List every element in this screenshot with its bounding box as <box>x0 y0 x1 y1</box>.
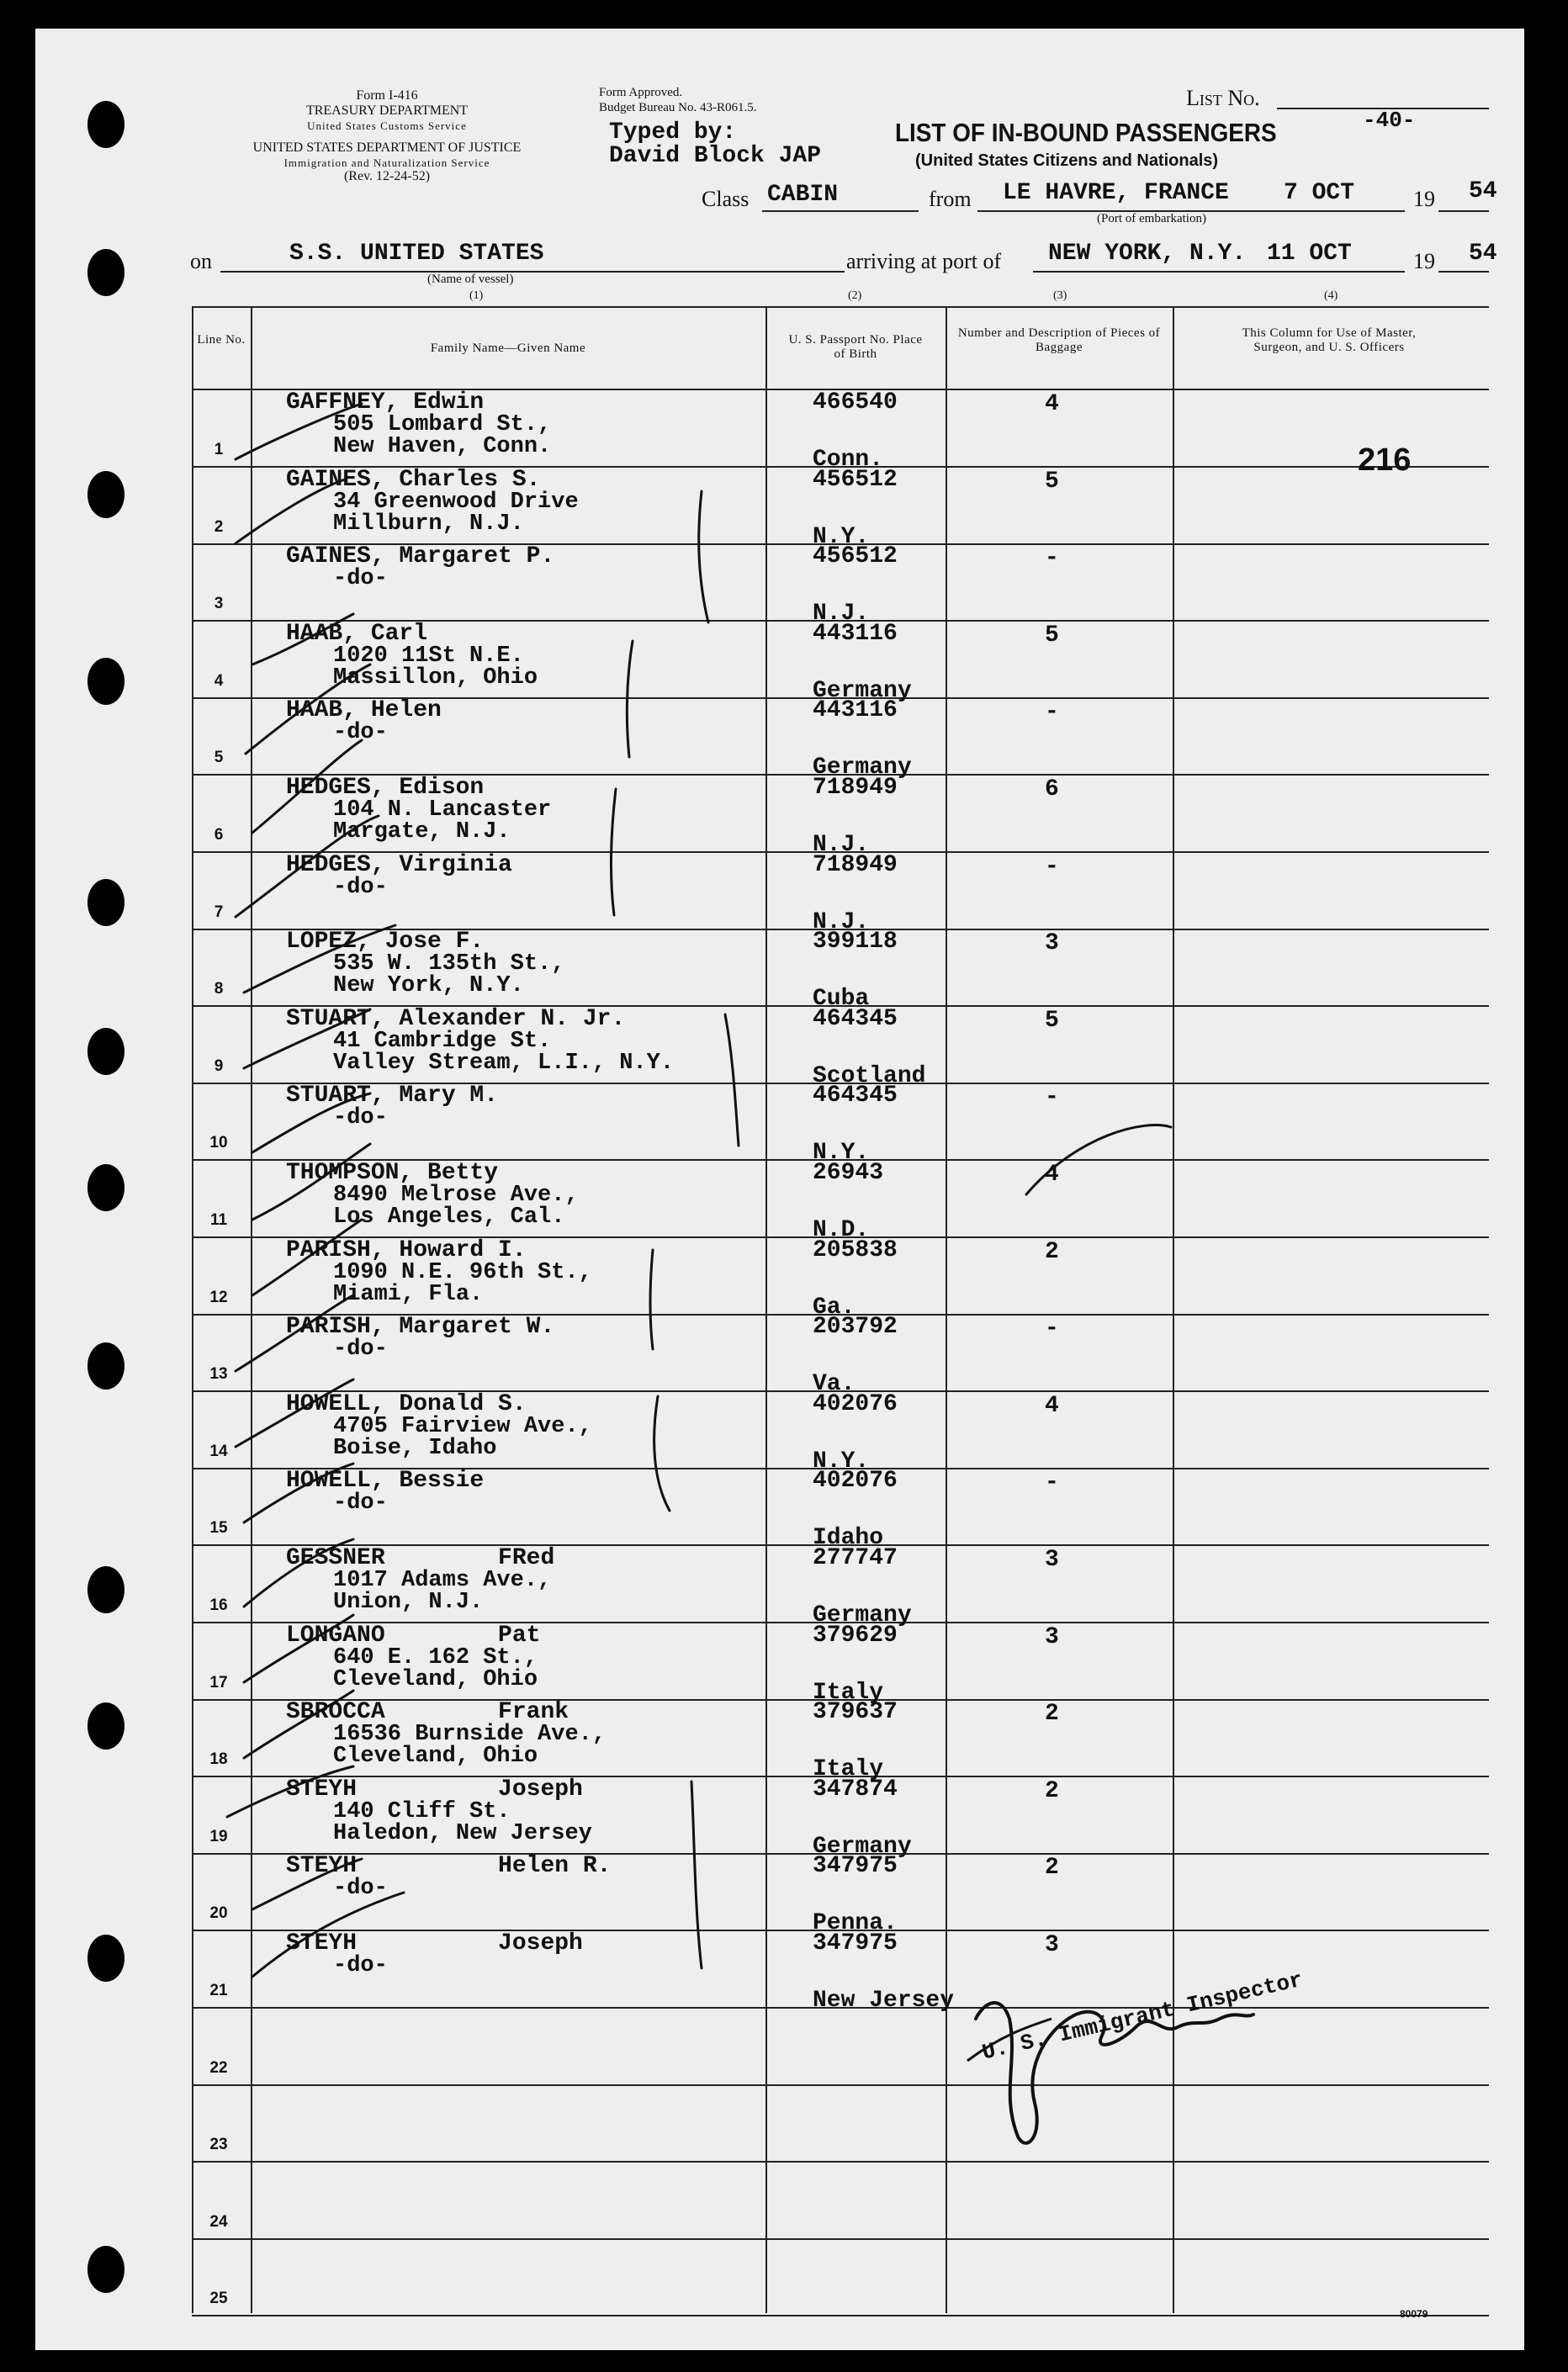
col-head-baggage: Number and Description of Pieces of Baggage <box>957 326 1161 354</box>
stamp-number: 216 <box>1358 442 1412 478</box>
line-number: 3 <box>214 595 224 612</box>
passenger-address-1: -do- <box>333 1876 388 1901</box>
from-date: 7 OCT <box>1284 180 1355 206</box>
vessel-caption: (Name of vessel) <box>427 273 514 286</box>
line-number: 16 <box>209 1596 228 1614</box>
document-page <box>35 29 1524 2350</box>
place-of-birth: Penna. <box>813 1910 898 1936</box>
arriving-label: arriving at port of <box>846 249 1002 273</box>
punch-hole <box>87 1566 124 1613</box>
passenger-address-2: Cleveland, Ohio <box>333 1667 538 1692</box>
baggage-count: 2 <box>1045 1778 1059 1804</box>
passport-number: 402076 <box>813 1391 898 1417</box>
line-number: 17 <box>209 1674 228 1692</box>
line-number: 11 <box>209 1211 228 1229</box>
row-divider <box>192 2084 1489 2086</box>
place-of-birth: Italy <box>813 1756 884 1782</box>
passenger-name: GESSNER FRed <box>286 1545 555 1571</box>
place-of-birth: Germany <box>813 1834 912 1860</box>
col-num-1: (1) <box>469 289 484 302</box>
punch-hole <box>87 879 124 926</box>
line-number: 18 <box>209 1750 228 1768</box>
passenger-name: STUART, Mary M. <box>286 1083 499 1109</box>
passenger-name: LOPEZ, Jose F. <box>286 929 485 955</box>
baggage-count: 2 <box>1045 1239 1059 1265</box>
baggage-count: 6 <box>1045 776 1059 802</box>
row-divider <box>192 2315 1489 2316</box>
passport-number: 399118 <box>813 929 898 955</box>
punch-hole <box>87 1342 124 1390</box>
passenger-address-1: -do- <box>333 566 388 591</box>
class-value: CABIN <box>767 182 839 208</box>
arrival-year-line <box>1438 271 1489 273</box>
baggage-count: - <box>1045 699 1059 725</box>
vessel-line <box>220 271 845 273</box>
footer-code: 80079 <box>1400 2308 1428 2320</box>
passenger-address-1: 41 Cambridge St. <box>333 1029 552 1054</box>
passport-number: 456512 <box>813 467 898 493</box>
passenger-address-2: Millburn, N.J. <box>333 511 524 537</box>
passenger-name: STEYH Joseph <box>286 1776 583 1803</box>
line-number: 8 <box>214 980 224 998</box>
passenger-address-1: -do- <box>333 1105 388 1130</box>
baggage-count: 4 <box>1045 391 1059 417</box>
passport-number: 205838 <box>813 1237 898 1263</box>
passport-number: 456512 <box>813 543 898 569</box>
place-of-birth: Germany <box>813 678 912 704</box>
passenger-address-1: 16536 Burnside Ave., <box>333 1722 607 1747</box>
baggage-count: 4 <box>1045 1162 1059 1188</box>
passenger-address-1: 104 N. Lancaster <box>333 797 552 823</box>
list-no-label: List No. <box>1186 86 1260 110</box>
line-number: 23 <box>209 2136 228 2153</box>
budget-bureau: Budget Bureau No. 43-R061.5. <box>599 101 757 114</box>
passenger-address-1: 34 Greenwood Drive <box>333 490 579 515</box>
from-year-prefix: 19 <box>1413 187 1435 211</box>
punch-hole <box>87 1164 124 1211</box>
line-number: 12 <box>209 1289 228 1306</box>
passenger-name: HAAB, Carl <box>286 621 428 647</box>
passport-number: 718949 <box>813 775 898 801</box>
passenger-name: GAFFNEY, Edwin <box>286 389 485 416</box>
baggage-count: - <box>1045 1084 1059 1110</box>
place-of-birth: Ga. <box>813 1295 856 1321</box>
arrival-line <box>1033 271 1405 273</box>
ins-service: Immigration and Naturalization Service <box>283 156 490 169</box>
punch-hole <box>87 1028 124 1075</box>
passenger-address-1: -do- <box>333 1337 388 1362</box>
punch-hole <box>87 658 124 705</box>
col-head-passport: U. S. Passport No. Place of Birth <box>788 333 923 361</box>
place-of-birth: Cuba <box>813 986 870 1012</box>
passenger-name: PARISH, Howard I. <box>286 1237 527 1263</box>
form-revision: (Rev. 12-24-52) <box>343 169 431 183</box>
passport-number: 402076 <box>813 1468 898 1494</box>
passport-number: 379637 <box>813 1699 898 1725</box>
line-number: 13 <box>209 1365 228 1383</box>
list-subtitle: (United States Citizens and Nationals) <box>915 151 1219 170</box>
place-of-birth: New Jersey <box>813 1988 955 2014</box>
passport-number: 347975 <box>813 1853 898 1879</box>
passenger-name: GAINES, Margaret P. <box>286 543 555 569</box>
passport-number: 718949 <box>813 852 898 878</box>
table-top <box>192 306 1489 308</box>
line-number: 9 <box>214 1057 224 1075</box>
class-label: Class <box>702 187 750 211</box>
line-number: 6 <box>214 826 224 844</box>
passenger-name: SBROCCA Frank <box>286 1699 569 1725</box>
arrival-date: 11 OCT <box>1267 241 1352 267</box>
line-number: 14 <box>209 1443 228 1460</box>
passenger-address-2: Massillon, Ohio <box>333 665 538 691</box>
col-head-line: Line No. <box>197 333 246 347</box>
passenger-address-1: 1090 N.E. 96th St., <box>333 1260 592 1285</box>
place-of-birth: Va. <box>813 1371 856 1397</box>
form-approved: Form Approved. <box>599 86 683 99</box>
from-year: 54 <box>1469 178 1497 204</box>
line-number: 10 <box>209 1134 228 1152</box>
passenger-name: HOWELL, Donald S. <box>286 1391 527 1417</box>
place-of-birth: N.J. <box>813 601 870 627</box>
passenger-address-2: Miami, Fla. <box>333 1282 484 1307</box>
passenger-name: THOMPSON, Betty <box>286 1160 499 1186</box>
list-no-value: -40- <box>1363 108 1416 133</box>
passenger-address-1: 1017 Adams Ave., <box>333 1568 552 1593</box>
form-number: Form I-416 <box>356 88 418 103</box>
passport-number: 26943 <box>813 1160 884 1186</box>
passenger-name: GAINES, Charles S. <box>286 467 541 493</box>
baggage-count: 5 <box>1045 622 1059 649</box>
baggage-count: 3 <box>1045 1932 1059 1958</box>
punch-hole <box>87 101 124 148</box>
passenger-name: PARISH, Margaret W. <box>286 1314 555 1340</box>
col-num-4: (4) <box>1324 289 1338 302</box>
line-number: 25 <box>209 2290 228 2307</box>
baggage-count: - <box>1045 545 1059 571</box>
port-caption: (Port of embarkation) <box>1097 212 1206 225</box>
line-number: 4 <box>214 672 224 690</box>
passenger-address-1: -do- <box>333 875 388 900</box>
passenger-name: HAAB, Helen <box>286 697 442 723</box>
line-number: 2 <box>214 518 224 536</box>
line-number: 22 <box>209 2059 228 2077</box>
place-of-birth: Conn. <box>813 447 884 473</box>
place-of-birth: Germany <box>813 754 912 781</box>
baggage-count: 3 <box>1045 1547 1059 1573</box>
passport-number: 464345 <box>813 1083 898 1109</box>
passport-number: 347874 <box>813 1776 898 1803</box>
typed-by-label: Typed by: <box>609 119 737 146</box>
baggage-count: 3 <box>1045 1624 1059 1650</box>
baggage-count: 3 <box>1045 930 1059 956</box>
passenger-name: LONGANO Pat <box>286 1623 541 1649</box>
row-divider <box>192 2238 1489 2240</box>
passport-number: 277747 <box>813 1545 898 1571</box>
baggage-count: - <box>1045 1316 1059 1342</box>
line-number: 24 <box>209 2213 228 2231</box>
line-number: 19 <box>209 1828 228 1845</box>
row-divider <box>192 2161 1489 2163</box>
passport-number: 347975 <box>813 1930 898 1956</box>
passenger-address-2: New York, N.Y. <box>333 973 524 998</box>
passenger-address-1: 640 E. 162 St., <box>333 1645 538 1670</box>
passenger-address-1: 140 Cliff St. <box>333 1799 511 1824</box>
line-number: 7 <box>214 903 224 921</box>
passenger-address-1: 4705 Fairview Ave., <box>333 1414 592 1439</box>
line-number: 15 <box>209 1519 228 1537</box>
punch-hole <box>87 471 124 518</box>
list-title: LIST OF IN-BOUND PASSENGERS <box>895 118 1277 147</box>
punch-hole <box>87 249 124 296</box>
place-of-birth: N.D. <box>813 1217 870 1243</box>
arrival-year: 54 <box>1469 241 1497 267</box>
line-number: 20 <box>209 1904 228 1922</box>
arrival-port: NEW YORK, N.Y. <box>1048 241 1247 267</box>
passenger-address-1: 535 W. 135th St., <box>333 951 565 977</box>
passenger-address-1: 1020 11St N.E. <box>333 643 524 669</box>
baggage-count: - <box>1045 1469 1059 1496</box>
line-number: 21 <box>209 1982 228 1999</box>
passenger-name: STEYH Helen R. <box>286 1853 612 1879</box>
place-of-birth: N.Y. <box>813 1448 870 1475</box>
place-of-birth: Italy <box>813 1680 884 1706</box>
line-number: 1 <box>214 441 224 458</box>
passenger-name: HOWELL, Bessie <box>286 1468 485 1494</box>
passenger-address-1: 505 Lombard St., <box>333 412 552 437</box>
col-line-name <box>251 306 252 2313</box>
line-number: 5 <box>214 749 224 766</box>
passenger-name: HEDGES, Virginia <box>286 852 512 878</box>
passenger-address-2: Haledon, New Jersey <box>333 1821 592 1846</box>
col-num-2: (2) <box>848 289 862 302</box>
class-line <box>762 210 919 212</box>
inspector-title: U. S. Immigrant Inspector <box>979 1967 1306 2066</box>
from-value: LE HAVRE, FRANCE <box>1003 180 1229 206</box>
passport-number: 443116 <box>813 621 898 647</box>
punch-hole <box>87 2246 124 2293</box>
col-num-3: (3) <box>1053 289 1067 302</box>
place-of-birth: N.Y. <box>813 524 870 550</box>
passenger-address-1: 8490 Melrose Ave., <box>333 1183 579 1208</box>
passenger-address-2: Margate, N.J. <box>333 819 511 844</box>
punch-hole <box>87 1702 124 1750</box>
passenger-address-2: New Haven, Conn. <box>333 434 552 459</box>
passenger-address-1: -do- <box>333 720 388 745</box>
passenger-address-1: -do- <box>333 1490 388 1516</box>
baggage-count: - <box>1045 854 1059 880</box>
place-of-birth: Idaho <box>813 1525 884 1551</box>
place-of-birth: N.J. <box>813 909 870 935</box>
place-of-birth: N.Y. <box>813 1140 870 1166</box>
passport-number: 466540 <box>813 389 898 416</box>
vessel-name: S.S. UNITED STATES <box>289 241 544 267</box>
passport-number: 464345 <box>813 1006 898 1032</box>
passenger-address-1: -do- <box>333 1953 388 1978</box>
baggage-count: 5 <box>1045 469 1059 495</box>
from-label: from <box>929 187 972 211</box>
place-of-birth: Germany <box>813 1602 912 1628</box>
baggage-count: 2 <box>1045 1701 1059 1727</box>
on-label: on <box>190 249 212 273</box>
customs-service: United States Customs Service <box>307 119 467 132</box>
passenger-address-2: Los Angeles, Cal. <box>333 1205 565 1230</box>
justice-dept: UNITED STATES DEPARTMENT OF JUSTICE <box>252 140 522 155</box>
typed-by-name: David Block JAP <box>609 143 822 169</box>
punch-hole <box>87 1935 124 1982</box>
passenger-address-2: Cleveland, Ohio <box>333 1744 538 1769</box>
arrival-year-prefix: 19 <box>1413 249 1435 273</box>
col-line-passport <box>765 306 767 2313</box>
from-year-line <box>1438 210 1489 212</box>
col-head-name: Family Name—Given Name <box>430 342 586 355</box>
passenger-address-2: Boise, Idaho <box>333 1436 497 1461</box>
passenger-name: HEDGES, Edison <box>286 775 485 801</box>
baggage-count: 5 <box>1045 1008 1059 1034</box>
passport-number: 203792 <box>813 1314 898 1340</box>
passenger-address-2: Union, N.J. <box>333 1590 484 1615</box>
place-of-birth: N.J. <box>813 832 870 858</box>
treasury-dept: TREASURY DEPARTMENT <box>305 103 469 118</box>
passenger-address-2: Valley Stream, L.I., N.Y. <box>333 1051 675 1076</box>
passenger-name: STUART, Alexander N. Jr. <box>286 1006 626 1032</box>
baggage-count: 2 <box>1045 1855 1059 1881</box>
baggage-count: 4 <box>1045 1393 1059 1419</box>
col-head-officers: This Column for Use of Master, Surgeon, and U. S. Officers <box>1242 326 1417 354</box>
place-of-birth: Scotland <box>813 1063 926 1089</box>
passport-number: 443116 <box>813 697 898 723</box>
passenger-name: STEYH Joseph <box>286 1930 583 1956</box>
passport-number: 379629 <box>813 1623 898 1649</box>
